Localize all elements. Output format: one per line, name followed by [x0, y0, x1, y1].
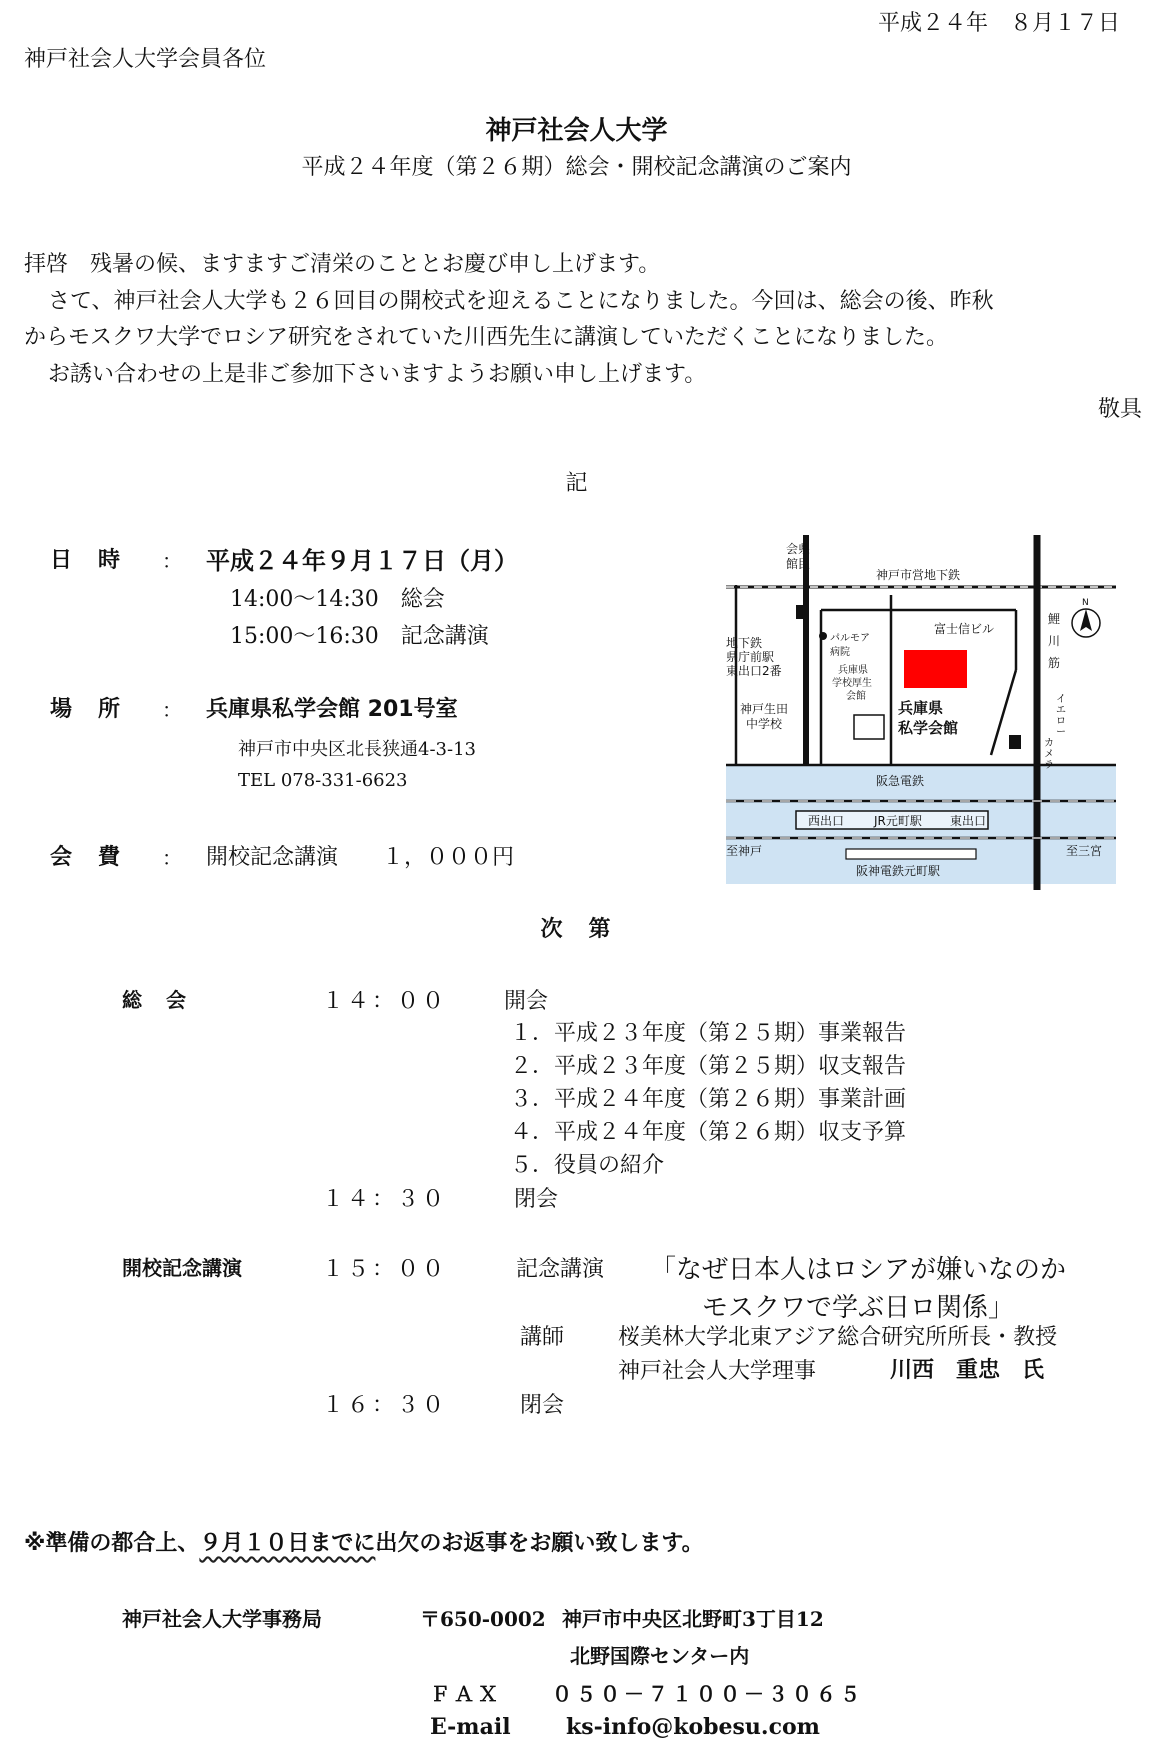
organization-title: 神戸社会人大学	[485, 116, 668, 146]
letter-body-line: お誘い合わせの上是非ご参加下さいますようお願い申し上げます。	[48, 362, 707, 387]
fee-label: 会 費	[50, 845, 123, 870]
letter-body-line: からモスクワ大学でロシア研究をされていた川西先生に講演していただくことになりました。	[24, 325, 949, 350]
map-label-welfare: 学校厚生	[832, 678, 872, 689]
venue-address: 神戸市中央区北長狭通4-3-13	[238, 739, 476, 760]
map-label-camera: ラ	[1044, 760, 1054, 771]
map-label-koigawa: 鯉	[1048, 612, 1061, 626]
general-meeting-label: 総 会	[122, 988, 188, 1012]
email-address[interactable]: ks-info@kobesu.com	[566, 1714, 820, 1740]
document-date: 平成２４年 ８月１７日	[878, 11, 1121, 36]
program-item: 閉会	[520, 1393, 565, 1418]
rsvp-deadline: ９月１０日までに	[199, 1531, 376, 1556]
program-time: １４：００	[322, 989, 448, 1014]
schedule-time: 15:00〜16:30 記念講演	[230, 624, 489, 649]
office-name: 神戸社会人大学事務局	[122, 1607, 322, 1631]
fee-value: 開校記念講演 １，０００円	[206, 845, 515, 870]
map-label-welfare: 会館	[846, 691, 866, 702]
map-label-to-kobe: 至神戸	[726, 844, 763, 858]
rsvp-notice	[24, 1526, 704, 1557]
letter-closing: 敬具	[1098, 397, 1143, 422]
map-label-kenmin: 会県	[786, 542, 811, 556]
lecturer-affiliation: 桜美林大学北東アジア総合研究所所長・教授	[618, 1325, 1058, 1350]
office-address: 神戸市中央区北野町3丁目12	[562, 1607, 824, 1631]
colon: ：	[162, 549, 182, 573]
map-label-east-exit: 東出口	[950, 814, 987, 828]
map-label-subway-station: 東出口2番	[726, 664, 782, 678]
fax-number: ０５０－７１００－３０６５	[552, 1682, 864, 1706]
venue-name: 兵庫県私学会館 201号室	[206, 697, 458, 722]
lecturer-label: 講師	[520, 1325, 565, 1350]
map-label-camera: イ	[1056, 694, 1066, 705]
map-label-jr-station: JR元町駅	[874, 814, 922, 828]
rsvp-notice-suffix: 出欠のお返事をお願い致します。	[375, 1531, 704, 1556]
venue-map	[726, 535, 1116, 890]
program-item: 開会	[504, 989, 549, 1014]
map-label-to-sannomiya: 至三宮	[1066, 844, 1103, 858]
map-label-fujishin: 富士信ビル	[934, 622, 995, 636]
map-label-venue: 私学会館	[898, 719, 959, 737]
agenda-item: ４．平成２４年度（第２６期）収支予算	[510, 1120, 907, 1145]
map-label-kenmin: 館民	[786, 557, 811, 571]
agenda-item: ５．役員の紹介	[510, 1153, 665, 1178]
map-label-palmore: 病院	[830, 647, 850, 658]
lecture-title: モスクワで学ぶ日ロ関係」	[702, 1293, 1015, 1323]
map-label-camera: カ	[1044, 738, 1054, 749]
map-label-camera: ロ	[1056, 716, 1066, 727]
ki-heading: 記	[565, 471, 588, 496]
map-label-ikuta: 中学校	[746, 717, 783, 731]
lecturer-affiliation: 神戸社会人大学理事	[618, 1359, 817, 1384]
schedule-time: 14:00〜14:30 総会	[230, 587, 445, 612]
camera-shop-marker	[1009, 735, 1021, 749]
building-marker	[796, 605, 808, 619]
letter-greeting: 拝啓 残暑の候、ますますご清栄のこととお慶び申し上げます。	[24, 252, 661, 277]
map-label-venue: 兵庫県	[898, 699, 944, 717]
lecture-label: 開校記念講演	[122, 1256, 242, 1280]
hanshin-station-box	[846, 849, 976, 859]
venue-highlight	[904, 650, 967, 688]
notice-subtitle: 平成２４年度（第２６期）総会・開校記念講演のご案内	[301, 155, 852, 180]
office-building: 北野国際センター内	[570, 1644, 750, 1668]
agenda-item: １．平成２３年度（第２５期）事業報告	[510, 1021, 907, 1046]
letter-body-line: さて、神戸社会人大学も２６回目の開校式を迎えることになりました。今回は、総会の後、昨秋	[48, 289, 994, 314]
place-label: 場 所	[50, 697, 123, 722]
map-label-palmore: パルモア	[830, 633, 870, 644]
agenda-item: ３．平成２４年度（第２６期）事業計画	[510, 1087, 907, 1112]
lecture-kind: 記念講演	[516, 1257, 605, 1282]
fax-label: ＦＡＸ	[430, 1682, 502, 1706]
venue-phone: TEL 078-331-6623	[238, 770, 408, 791]
map-label-camera: ー	[1056, 727, 1066, 738]
map-label-camera: エ	[1056, 705, 1066, 716]
north-label: N	[1082, 598, 1089, 608]
map-label-west-exit: 西出口	[808, 814, 845, 828]
program-time: １４：３０	[322, 1187, 448, 1212]
recipient-line: 神戸社会人大学会員各位	[24, 47, 267, 72]
postal-code: 〒650-0002	[420, 1607, 546, 1631]
rsvp-notice-prefix: ※準備の都合上、	[24, 1531, 200, 1556]
program-item: 閉会	[514, 1187, 559, 1212]
lecturer-name: 川西 重忠 氏	[890, 1358, 1045, 1383]
map-label-subway-station: 県庁前駅	[726, 650, 775, 664]
lecture-title: 「なぜ日本人はロシアが嫌いなのか	[650, 1255, 1067, 1285]
welfare-hall-building	[854, 715, 884, 739]
event-date: 平成２４年９月１７日（月）	[206, 547, 518, 575]
map-label-koigawa: 川	[1048, 634, 1061, 648]
map-label-camera: メ	[1044, 749, 1054, 760]
map-label-hanshin: 阪神電鉄元町駅	[856, 864, 941, 878]
map-label-hankyu: 阪急電鉄	[876, 774, 925, 788]
colon: ：	[162, 698, 182, 722]
map-label-welfare: 兵庫県	[838, 665, 868, 676]
map-label-subway-station: 地下鉄	[726, 636, 763, 650]
map-label-subway: 神戸市営地下鉄	[876, 568, 961, 582]
agenda-item: ２．平成２３年度（第２５期）収支報告	[510, 1054, 907, 1079]
map-label-ikuta: 神戸生田	[740, 702, 789, 716]
map-label-koigawa: 筋	[1048, 656, 1061, 670]
email-label: E-mail	[430, 1714, 511, 1740]
colon: ：	[162, 846, 182, 870]
program-time: １６：３０	[322, 1393, 448, 1418]
program-heading: 次 第	[540, 917, 613, 942]
datetime-label: 日 時	[50, 548, 123, 573]
program-time: １５：００	[322, 1257, 448, 1282]
